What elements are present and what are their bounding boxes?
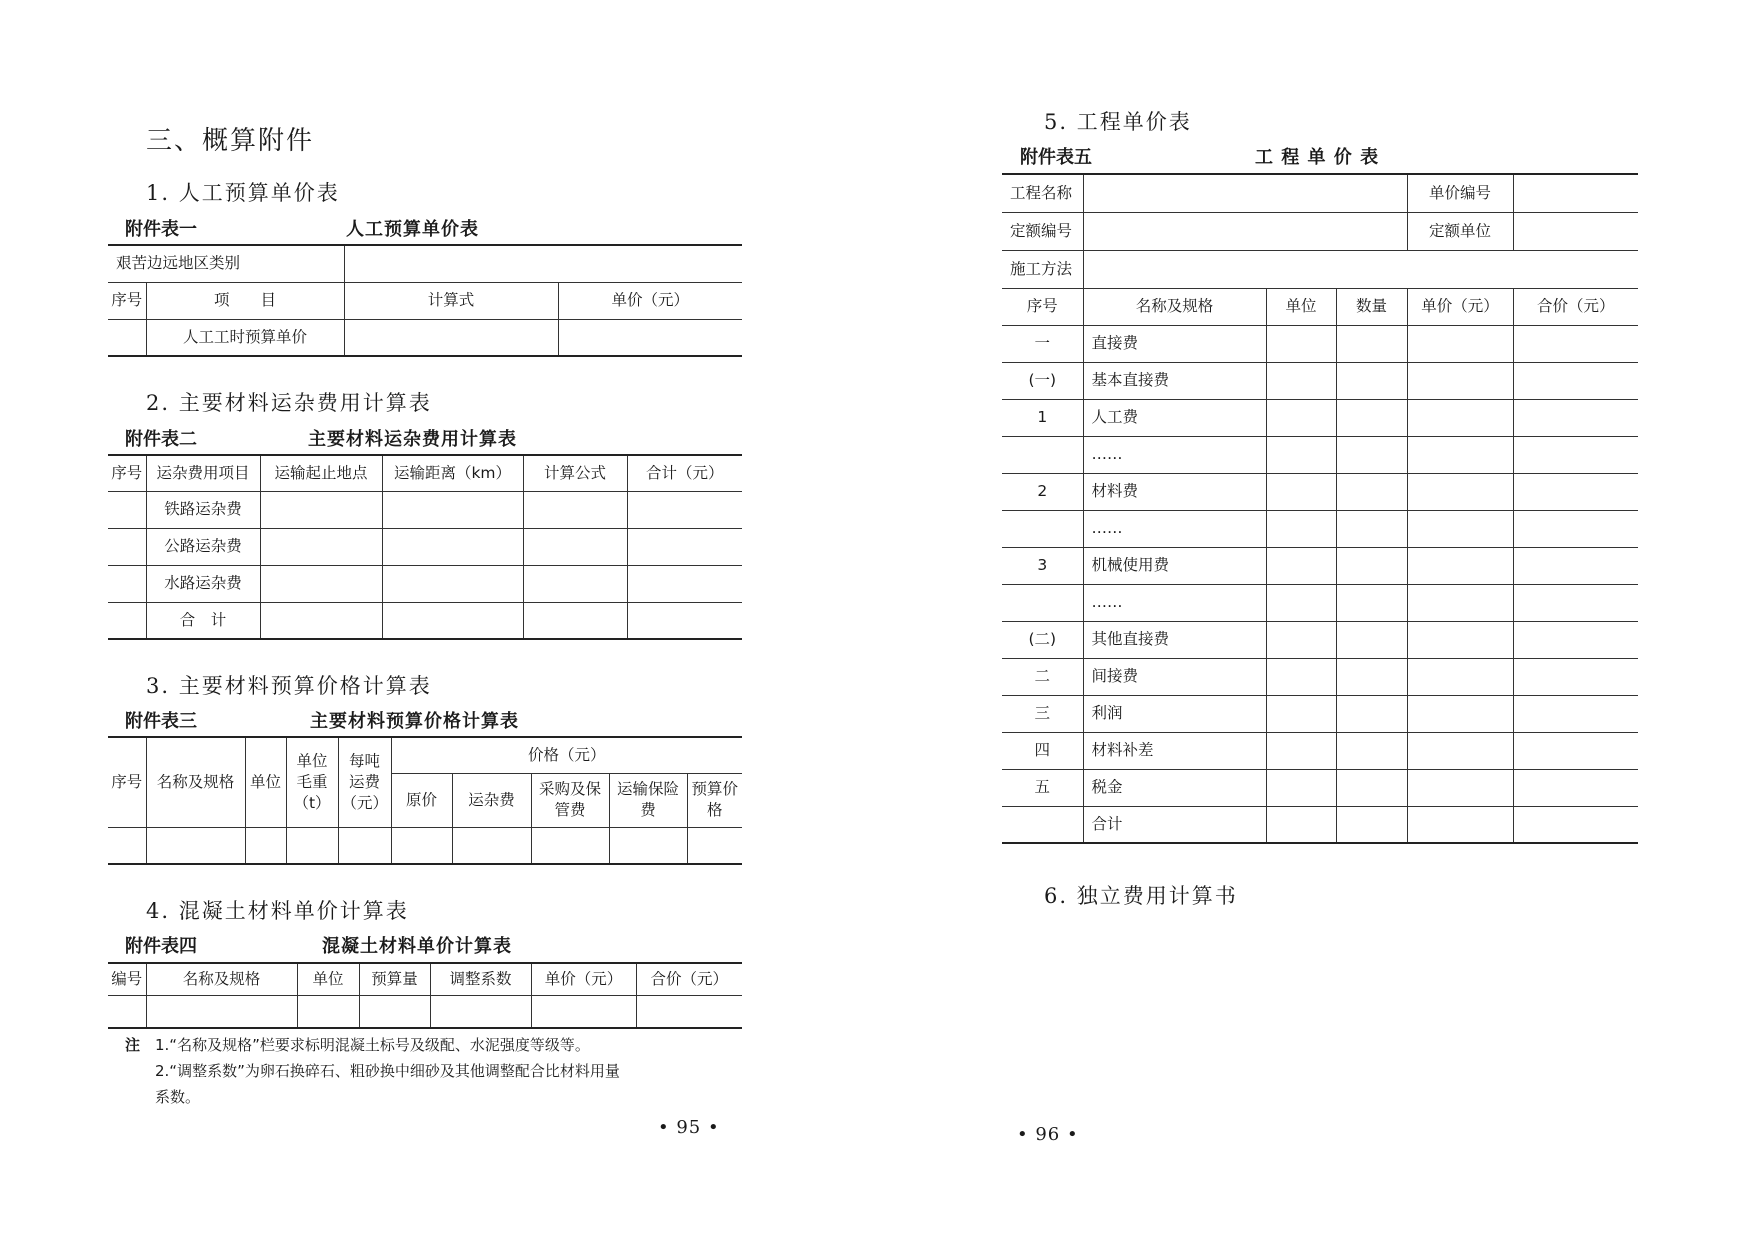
- table-cell: [523, 565, 627, 602]
- table-cell: [430, 995, 531, 1028]
- labor-price-table: [108, 244, 742, 357]
- row-name: ……: [1083, 436, 1266, 473]
- road-freight-item: 公路运杂费: [146, 528, 260, 565]
- row-seq: 四: [1002, 732, 1083, 769]
- table-cell: [1266, 658, 1336, 695]
- table-cell: [108, 827, 146, 864]
- row-seq: 二: [1002, 658, 1083, 695]
- table-cell: [146, 995, 297, 1028]
- table-cell: [1266, 325, 1336, 362]
- table-cell: [1336, 473, 1407, 510]
- table-cell: [1266, 473, 1336, 510]
- table-cell: [1336, 399, 1407, 436]
- table-cell: [627, 491, 742, 528]
- table4-heading: 4. 混凝土材料单价计算表: [146, 899, 409, 923]
- table-cell: [1407, 325, 1513, 362]
- row-seq: 五: [1002, 769, 1083, 806]
- row-seq: [1002, 510, 1083, 547]
- region-category-label: 艰苦边远地区类别: [108, 245, 344, 282]
- table-cell: [108, 528, 146, 565]
- header-name-spec: 名称及规格: [146, 737, 245, 827]
- row-seq: 1: [1002, 399, 1083, 436]
- row-seq: [1002, 806, 1083, 843]
- table-cell: [1513, 769, 1638, 806]
- quota-unit-label: 定额单位: [1407, 212, 1513, 250]
- table-cell: [627, 528, 742, 565]
- table-cell: [1336, 695, 1407, 732]
- table-cell: [1407, 732, 1513, 769]
- table2-heading: 2. 主要材料运杂费用计算表: [146, 391, 432, 415]
- table-cell: [108, 491, 146, 528]
- table-cell: [1513, 695, 1638, 732]
- table-cell: [1407, 473, 1513, 510]
- table-cell: [286, 827, 338, 864]
- table-cell: [1407, 399, 1513, 436]
- row-seq: [1002, 584, 1083, 621]
- table-cell: [1336, 732, 1407, 769]
- concrete-price-table: [108, 962, 742, 1029]
- row-name: 材料费: [1083, 473, 1266, 510]
- table-cell: [1407, 547, 1513, 584]
- header-unit-price: 单价（元）: [531, 963, 636, 995]
- quota-code-label: 定额编号: [1002, 212, 1083, 250]
- table3-label: 附件表三: [125, 711, 197, 732]
- table-cell: [1266, 399, 1336, 436]
- header-code: 编号: [108, 963, 146, 995]
- table-cell: [1266, 547, 1336, 584]
- header-total-price: 合价（元）: [1513, 288, 1638, 325]
- row-seq: 三: [1002, 695, 1083, 732]
- header-item: 项 目: [146, 282, 344, 319]
- header-seq: 序号: [108, 737, 146, 827]
- price-code-value: [1513, 174, 1638, 212]
- table2-name: 主要材料运杂费用计算表: [308, 429, 517, 450]
- table6-heading: 6. 独立费用计算书: [1044, 884, 1238, 908]
- header-original-price: 原价: [391, 773, 452, 827]
- table-cell: [260, 602, 382, 639]
- table-cell: [627, 602, 742, 639]
- header-total: 合计（元）: [627, 455, 742, 491]
- note-1: 1.“名称及规格”栏要求标明混凝土标号及级配、水泥强度等级等。: [155, 1036, 590, 1054]
- table3-heading: 3. 主要材料预算价格计算表: [146, 674, 432, 698]
- material-budget-price-table: [108, 736, 742, 865]
- table-cell: [391, 827, 452, 864]
- table-cell: [1266, 584, 1336, 621]
- table-cell: [1513, 547, 1638, 584]
- table-cell: [1407, 621, 1513, 658]
- row-seq: [1002, 436, 1083, 473]
- table-cell: [108, 319, 146, 356]
- table-cell: [1266, 362, 1336, 399]
- table-cell: [382, 565, 523, 602]
- table-cell: [531, 995, 636, 1028]
- table4-name: 混凝土材料单价计算表: [322, 936, 512, 957]
- header-name-spec: 名称及规格: [146, 963, 297, 995]
- table-cell: [636, 995, 742, 1028]
- row-name: 机械使用费: [1083, 547, 1266, 584]
- table-cell: [1513, 658, 1638, 695]
- table-cell: [1336, 769, 1407, 806]
- quota-unit-value: [1513, 212, 1638, 250]
- table-cell: [1336, 547, 1407, 584]
- rail-freight-item: 铁路运杂费: [146, 491, 260, 528]
- header-formula: 计算公式: [523, 455, 627, 491]
- table-cell: [1336, 362, 1407, 399]
- table-cell: [1513, 399, 1638, 436]
- construction-method-label: 施工方法: [1002, 250, 1083, 288]
- table5-label: 附件表五: [1020, 147, 1092, 168]
- table-cell: [1336, 325, 1407, 362]
- table-cell: [523, 528, 627, 565]
- header-freight: 运杂费: [452, 773, 531, 827]
- header-freight-per-ton: 每吨运费（元）: [338, 737, 391, 827]
- table-cell: [1336, 584, 1407, 621]
- header-unit: 单位: [297, 963, 359, 995]
- table-cell: [297, 995, 359, 1028]
- note-line-3: 系数。: [155, 1088, 201, 1106]
- table-cell: [1407, 769, 1513, 806]
- material-freight-table: [108, 454, 742, 640]
- table-cell: [1336, 436, 1407, 473]
- header-seq: 序号: [108, 455, 146, 491]
- header-distance: 运输距离（km）: [382, 455, 523, 491]
- table-cell: [452, 827, 531, 864]
- table4-label: 附件表四: [125, 936, 197, 957]
- table-cell: [108, 995, 146, 1028]
- table-cell: [1407, 806, 1513, 843]
- note-line-2: 2.“调整系数”为卵石换碎石、粗砂换中细砂及其他调整配合比材料用量: [155, 1062, 620, 1080]
- header-insurance: 运输保险费: [609, 773, 687, 827]
- row-seq: 2: [1002, 473, 1083, 510]
- header-budget-price: 预算价格: [687, 773, 742, 827]
- table-cell: [558, 319, 742, 356]
- row-name: 直接费: [1083, 325, 1266, 362]
- row-name: 间接费: [1083, 658, 1266, 695]
- table5-heading: 5. 工程单价表: [1044, 110, 1192, 134]
- row-seq: 一: [1002, 325, 1083, 362]
- freight-total-item: 合 计: [146, 602, 260, 639]
- left-page: [0, 0, 877, 1241]
- table-cell: [359, 995, 430, 1028]
- table-cell: [338, 827, 391, 864]
- header-unit: 单位: [1266, 288, 1336, 325]
- price-code-label: 单价编号: [1407, 174, 1513, 212]
- table-cell: [1266, 806, 1336, 843]
- header-unit-price: 单价（元）: [558, 282, 742, 319]
- header-formula: 计算式: [344, 282, 558, 319]
- section-title: 三、概算附件: [146, 126, 315, 156]
- page-number-left: • 95 •: [658, 1117, 720, 1138]
- row-name: 其他直接费: [1083, 621, 1266, 658]
- note-prefix: 注: [125, 1036, 141, 1054]
- row-name: 税金: [1083, 769, 1266, 806]
- table-cell: [627, 565, 742, 602]
- table-cell: [1513, 806, 1638, 843]
- table1-name: 人工预算单价表: [346, 219, 479, 240]
- table-cell: [1407, 584, 1513, 621]
- note-line-1: [125, 1032, 745, 1058]
- header-seq: 序号: [108, 282, 146, 319]
- table-cell: [1336, 510, 1407, 547]
- header-route: 运输起止地点: [260, 455, 382, 491]
- table-cell: [1513, 473, 1638, 510]
- table-cell: [108, 602, 146, 639]
- table-cell: [146, 827, 245, 864]
- header-procurement: 采购及保管费: [531, 773, 609, 827]
- header-total-price: 合价（元）: [636, 963, 742, 995]
- project-unit-price-table: [1002, 173, 1638, 844]
- table-cell: [1336, 658, 1407, 695]
- header-name-spec: 名称及规格: [1083, 288, 1266, 325]
- table-cell: [1407, 436, 1513, 473]
- table1-label: 附件表一: [125, 219, 197, 240]
- table-cell: [344, 319, 558, 356]
- table5-name: 工 程 单 价 表: [1255, 147, 1380, 168]
- right-page: [877, 0, 1755, 1241]
- table-cell: [609, 827, 687, 864]
- table-cell: [382, 528, 523, 565]
- table-cell: [1513, 621, 1638, 658]
- header-price: 价格（元）: [391, 737, 742, 773]
- table-cell: [1336, 621, 1407, 658]
- header-unit: 单位: [245, 737, 286, 827]
- table-cell: [260, 491, 382, 528]
- page-number-right: • 96 •: [1017, 1124, 1079, 1145]
- table-cell: [1407, 658, 1513, 695]
- table-cell: [1513, 362, 1638, 399]
- table-cell: [531, 827, 609, 864]
- quota-code-value: [1083, 212, 1407, 250]
- table-cell: [260, 528, 382, 565]
- table-cell: [1336, 806, 1407, 843]
- header-unit-price: 单价（元）: [1407, 288, 1513, 325]
- row-name: ……: [1083, 510, 1266, 547]
- table-cell: [1513, 732, 1638, 769]
- region-category-value: [344, 245, 742, 282]
- table-cell: [1513, 325, 1638, 362]
- project-name-value: [1083, 174, 1407, 212]
- table-cell: [1513, 510, 1638, 547]
- table-cell: [523, 491, 627, 528]
- table1-heading: 1. 人工预算单价表: [146, 181, 340, 205]
- header-seq: 序号: [1002, 288, 1083, 325]
- header-budget-qty: 预算量: [359, 963, 430, 995]
- table-cell: [1266, 621, 1336, 658]
- table-cell: [1266, 695, 1336, 732]
- labor-hour-price-item: 人工工时预算单价: [146, 319, 344, 356]
- table-cell: [1407, 362, 1513, 399]
- construction-method-value: [1083, 250, 1638, 288]
- row-seq: (二): [1002, 621, 1083, 658]
- row-name: 合计: [1083, 806, 1266, 843]
- table4-notes: [125, 1032, 745, 1110]
- header-quantity: 数量: [1336, 288, 1407, 325]
- table-cell: [1407, 695, 1513, 732]
- water-freight-item: 水路运杂费: [146, 565, 260, 602]
- table-cell: [523, 602, 627, 639]
- header-freight-item: 运杂费用项目: [146, 455, 260, 491]
- table-cell: [108, 565, 146, 602]
- row-name: 基本直接费: [1083, 362, 1266, 399]
- header-adjust-factor: 调整系数: [430, 963, 531, 995]
- project-name-label: 工程名称: [1002, 174, 1083, 212]
- table2-label: 附件表二: [125, 429, 197, 450]
- table-cell: [1266, 732, 1336, 769]
- table-cell: [687, 827, 742, 864]
- table-cell: [382, 491, 523, 528]
- table-cell: [1266, 436, 1336, 473]
- row-name: ……: [1083, 584, 1266, 621]
- table-cell: [1513, 584, 1638, 621]
- table-cell: [1513, 436, 1638, 473]
- table-cell: [245, 827, 286, 864]
- table-cell: [1266, 510, 1336, 547]
- table-cell: [1266, 769, 1336, 806]
- header-unit-weight: 单位毛重（t）: [286, 737, 338, 827]
- table3-name: 主要材料预算价格计算表: [310, 711, 519, 732]
- row-seq: (一): [1002, 362, 1083, 399]
- row-name: 人工费: [1083, 399, 1266, 436]
- table-cell: [382, 602, 523, 639]
- row-seq: 3: [1002, 547, 1083, 584]
- row-name: 材料补差: [1083, 732, 1266, 769]
- table-cell: [260, 565, 382, 602]
- row-name: 利润: [1083, 695, 1266, 732]
- table-cell: [1407, 510, 1513, 547]
